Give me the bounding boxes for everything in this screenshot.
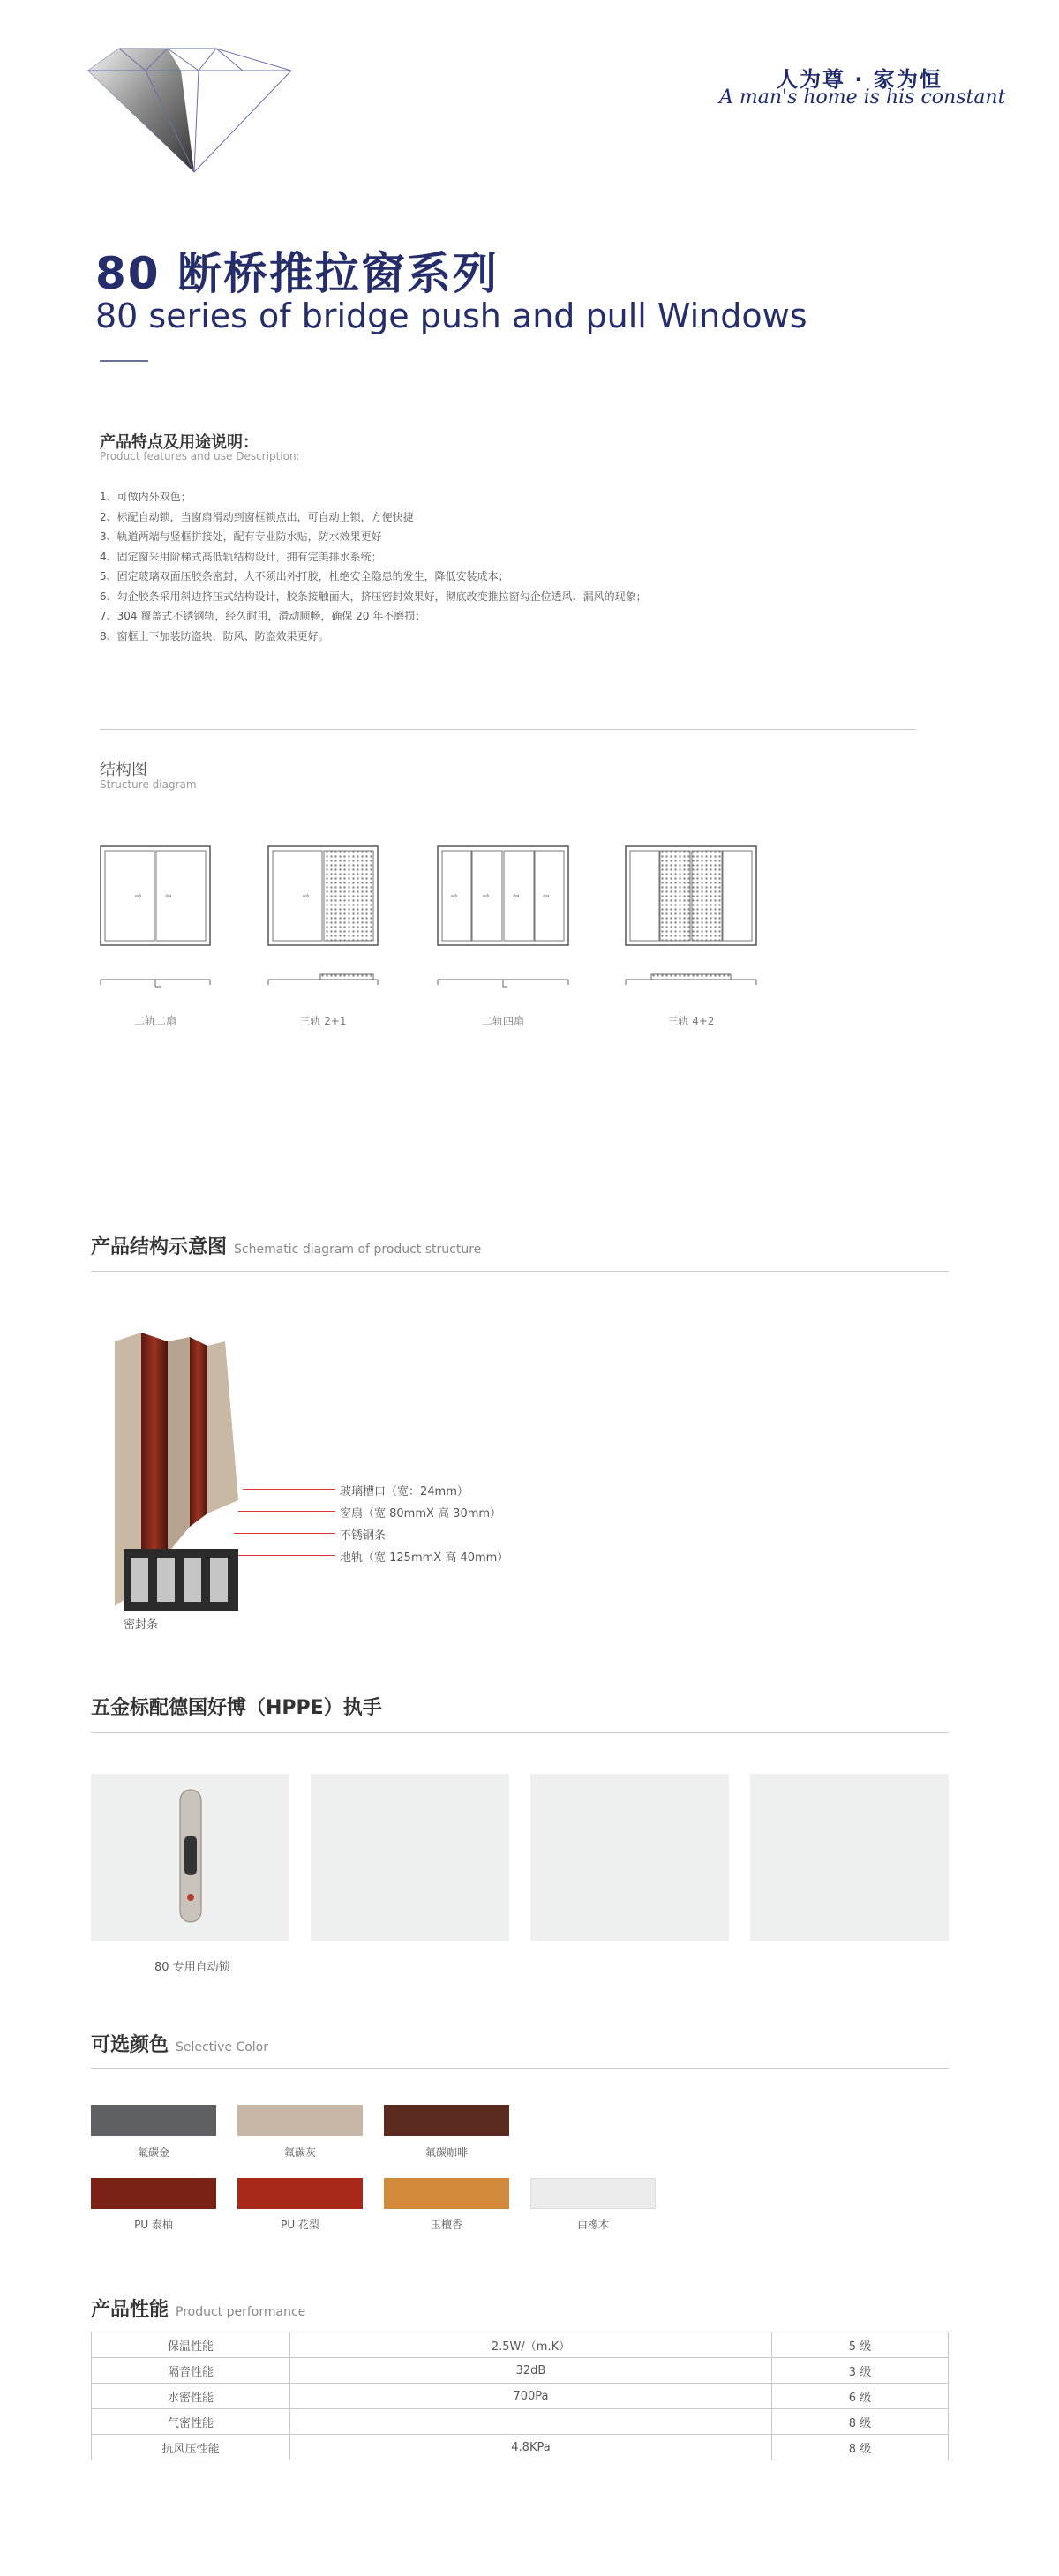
svg-text:⇨: ⇨ xyxy=(451,892,458,901)
auto-lock-label: 80 专用自动锁 xyxy=(154,1961,230,1974)
table-row xyxy=(92,2332,949,2358)
auto-lock-handle-image xyxy=(91,1774,289,1941)
table-cell: 32dB xyxy=(290,2358,772,2384)
hardware-image-box xyxy=(91,1774,289,1941)
color-swatch xyxy=(530,2178,656,2209)
hardware-image-box xyxy=(530,1774,729,1941)
feature-item: 4、固定窗采用阶梯式高低轨结构设计，拥有完美排水系统； xyxy=(100,550,382,563)
table-cell: 气密性能 xyxy=(92,2409,290,2435)
diagram-label: 二轨四扇 xyxy=(481,1015,524,1027)
performance-heading xyxy=(91,2294,305,2322)
window-diagram-two-track-four-sash xyxy=(437,845,569,1004)
color-label: 氟碳咖啡 xyxy=(424,2146,468,2159)
diagram-label: 三轨 2+1 xyxy=(299,1015,347,1027)
performance-heading-english: Product performance xyxy=(176,2305,306,2319)
color-label: 氟碳金 xyxy=(137,2146,169,2159)
callout-line xyxy=(238,1511,335,1512)
table-row xyxy=(92,2384,949,2409)
schematic-heading-english: Schematic diagram of product structure xyxy=(234,1243,482,1257)
features-heading-english: Product features and use Description: xyxy=(100,450,300,462)
performance-heading-chinese: 产品性能 xyxy=(91,2299,169,2321)
callout-line xyxy=(243,1489,335,1490)
table-cell: 6 级 xyxy=(772,2384,949,2409)
structure-heading: 结构图 xyxy=(100,761,147,779)
slogan-english: A man's home is his constant xyxy=(719,86,1006,109)
callout-line xyxy=(238,1555,335,1556)
performance-table xyxy=(91,2332,949,2460)
table-cell: 抗风压性能 xyxy=(92,2435,290,2460)
profile-cross-section-image xyxy=(106,1324,247,1624)
seal-strip-label: 密封条 xyxy=(124,1618,159,1632)
page-title-chinese: 80 断桥推拉窗系列 xyxy=(95,248,499,299)
color-label: PU 泰柚 xyxy=(134,2219,173,2231)
section-divider xyxy=(100,729,916,730)
diamond-logo xyxy=(84,44,296,176)
feature-item: 2、标配自动锁，当窗扇滑动到窗框锁点出，可自动上锁，方便快捷 xyxy=(100,510,414,523)
table-cell: 5 级 xyxy=(772,2332,949,2358)
title-divider xyxy=(100,360,148,362)
diagram-label: 二轨二扇 xyxy=(133,1015,176,1027)
callout-ground-track: 地轨（宽 125mmX 高 40mm） xyxy=(340,1551,509,1565)
color-label: 白橡木 xyxy=(576,2219,609,2231)
table-cell: 8 级 xyxy=(772,2435,949,2460)
svg-text:⇨: ⇨ xyxy=(303,892,310,901)
svg-text:⇦: ⇦ xyxy=(513,892,520,901)
color-swatch xyxy=(237,2105,363,2136)
table-cell: 保温性能 xyxy=(92,2332,290,2358)
feature-item: 1、可做内外双色； xyxy=(100,491,192,503)
structure-heading-english: Structure diagram xyxy=(100,778,197,791)
color-label: 氟碳灰 xyxy=(283,2146,316,2159)
feature-item: 5、固定玻璃双面压胶条密封，人不须出外打胶，杜绝安全隐患的发生，降低安装成本； xyxy=(100,570,509,582)
slogan-chinese: 人为尊 · 家为恒 xyxy=(777,67,943,92)
color-swatch xyxy=(384,2105,509,2136)
hardware-heading: 五金标配德国好博（HPPE）执手 xyxy=(91,1697,382,1719)
page-title-english: 80 series of bridge push and pull Windows xyxy=(95,297,807,335)
hardware-image-box xyxy=(750,1774,949,1941)
color-heading xyxy=(91,2030,268,2057)
callout-glass-slot: 玻璃槽口（宽：24mm） xyxy=(340,1485,469,1498)
diagram-label: 三轨 4+2 xyxy=(667,1015,715,1027)
color-label: 玉檀香 xyxy=(430,2219,462,2231)
section-divider xyxy=(91,1732,949,1733)
svg-text:⇨: ⇨ xyxy=(135,892,142,901)
table-cell: 8 级 xyxy=(772,2409,949,2435)
section-divider xyxy=(91,1271,949,1272)
color-label: PU 花梨 xyxy=(281,2219,319,2231)
window-diagram-three-track-2-1 xyxy=(267,845,379,1004)
callout-sash: 窗扇（宽 80mmX 高 30mm） xyxy=(340,1507,502,1521)
table-row xyxy=(92,2409,949,2435)
window-diagram-three-track-4-2 xyxy=(625,845,757,1004)
color-swatch xyxy=(384,2178,509,2209)
table-cell: 水密性能 xyxy=(92,2384,290,2409)
svg-text:⇦: ⇦ xyxy=(165,892,172,901)
table-row xyxy=(92,2358,949,2384)
feature-item: 7、304 覆盖式不锈钢轨，经久耐用，滑动顺畅，确保 20 年不磨损； xyxy=(100,610,426,622)
table-row xyxy=(92,2435,949,2460)
color-heading-chinese: 可选颜色 xyxy=(91,2034,169,2056)
callout-line xyxy=(234,1533,335,1534)
features-list xyxy=(100,487,647,646)
feature-item: 3、轨道两端与竖框拼接处，配有专业防水贴，防水效果更好 xyxy=(100,530,382,543)
schematic-heading xyxy=(91,1232,481,1259)
feature-item: 8、窗框上下加装防盗块，防风、防盗效果更好。 xyxy=(100,629,329,642)
color-heading-english: Selective Color xyxy=(176,2040,268,2054)
color-swatch xyxy=(91,2105,216,2136)
table-cell: 隔音性能 xyxy=(92,2358,290,2384)
color-swatch xyxy=(91,2178,216,2209)
color-swatch xyxy=(237,2178,363,2209)
section-divider xyxy=(91,2068,949,2069)
callout-steel-strip: 不锈钢条 xyxy=(340,1529,387,1543)
table-cell: 3 级 xyxy=(772,2358,949,2384)
features-heading: 产品特点及用途说明： xyxy=(100,433,259,452)
hardware-image-box xyxy=(311,1774,509,1941)
table-cell: 2.5W/（m.K） xyxy=(290,2332,772,2358)
svg-text:⇨: ⇨ xyxy=(483,892,490,901)
svg-text:⇦: ⇦ xyxy=(543,892,550,901)
window-diagram-two-track-two-sash xyxy=(100,845,211,1004)
table-cell: 4.8KPa xyxy=(290,2435,772,2460)
schematic-heading-chinese: 产品结构示意图 xyxy=(91,1236,228,1258)
table-cell xyxy=(290,2409,772,2435)
table-cell: 700Pa xyxy=(290,2384,772,2409)
feature-item: 6、勾企胶条采用斜边挤压式结构设计，胶条接触面大，挤压密封效果好，彻底改变推拉窗勾企位透风、漏风的现象； xyxy=(100,590,647,603)
